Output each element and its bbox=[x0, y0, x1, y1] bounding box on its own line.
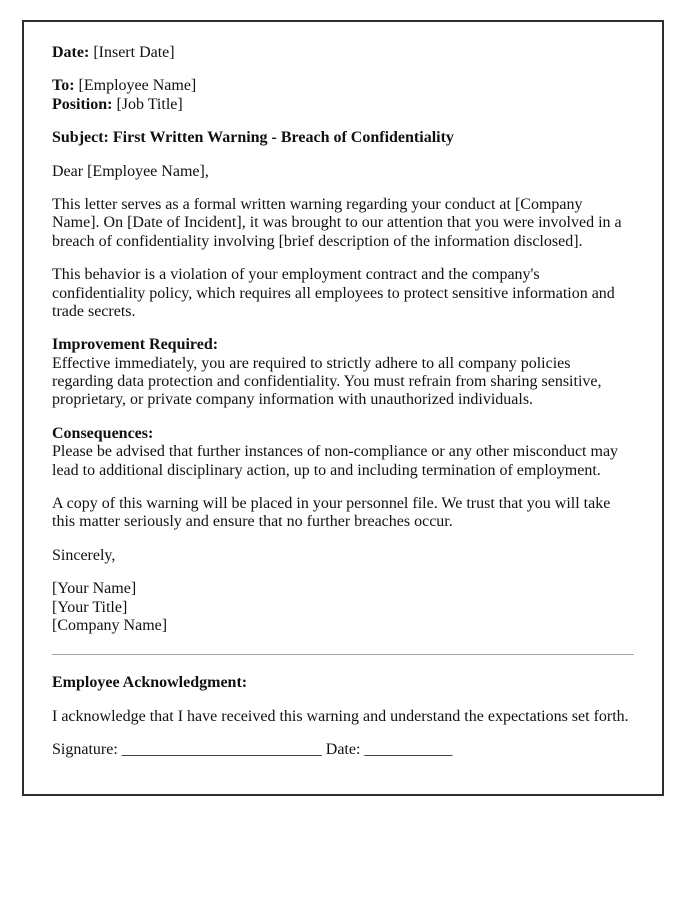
to-line bbox=[52, 77, 634, 95]
improvement-body: Effective immediately, you are required to strictly adhere to all company policies regarding data protection and confidentiality. You must refrain from sharing sensitive, proprietary, or private company information with unauthorized individuals. bbox=[52, 354, 602, 409]
improvement-section bbox=[52, 336, 634, 410]
improvement-heading: Improvement Required: bbox=[52, 336, 219, 354]
sender-name: [Your Name] bbox=[52, 580, 137, 598]
consequences-section bbox=[52, 425, 634, 480]
salutation: Dear [Employee Name], bbox=[52, 162, 209, 180]
date-label: Date: bbox=[52, 44, 90, 61]
signature-blank-line: _________________________ bbox=[121, 741, 322, 759]
position-value: [Job Title] bbox=[116, 95, 183, 113]
date-line bbox=[52, 44, 634, 62]
sender-title: [Your Title] bbox=[52, 598, 128, 616]
position-line bbox=[52, 96, 634, 114]
position-label: Position: bbox=[52, 95, 113, 113]
consequences-body: Please be advised that further instances of non-compliance or any other misconduct may lead to additional disciplinary action, up to and including termination of employment. bbox=[52, 443, 619, 479]
acknowledgment-body: I acknowledge that I have received this warning and understand the expectations set forth. bbox=[52, 707, 629, 725]
closing: Sincerely, bbox=[52, 546, 116, 564]
subject-line bbox=[52, 129, 634, 147]
section-divider bbox=[52, 654, 634, 655]
to-value: [Employee Name] bbox=[78, 77, 197, 95]
acknowledgment-heading-line bbox=[52, 674, 634, 692]
subject-text: Subject: First Written Warning - Breach of Confidentiality bbox=[52, 129, 454, 147]
recipient-block bbox=[52, 77, 634, 114]
warning-letter-document bbox=[22, 20, 664, 796]
signature-label: Signature: bbox=[52, 741, 118, 759]
sender-block bbox=[52, 580, 634, 635]
sender-company: [Company Name] bbox=[52, 616, 168, 634]
acknowledgment-heading: Employee Acknowledgment: bbox=[52, 674, 248, 692]
signature-date-label: Date: bbox=[325, 741, 361, 759]
body-paragraph-5: A copy of this warning will be placed in your personnel file. We trust that you will take this matter seriously and ensure that no further breaches occur. bbox=[52, 495, 611, 531]
to-label: To: bbox=[52, 77, 75, 95]
body-paragraph-2: This behavior is a violation of your employment contract and the company's confidentiality policy, which requires all employees to protect sensitive information and trade secrets. bbox=[52, 266, 615, 320]
signature-row bbox=[52, 741, 634, 759]
date-value: [Insert Date] bbox=[93, 44, 175, 61]
consequences-heading: Consequences: bbox=[52, 424, 154, 442]
signature-date-blank-line: ___________ bbox=[364, 741, 453, 759]
body-paragraph-1: This letter serves as a formal written warning regarding your conduct at [Company Name]. On [Date of Incident], it was brought to our attention that you were involved in a breach of confidentiality involving [brief description of the information disclosed]. bbox=[52, 195, 622, 250]
